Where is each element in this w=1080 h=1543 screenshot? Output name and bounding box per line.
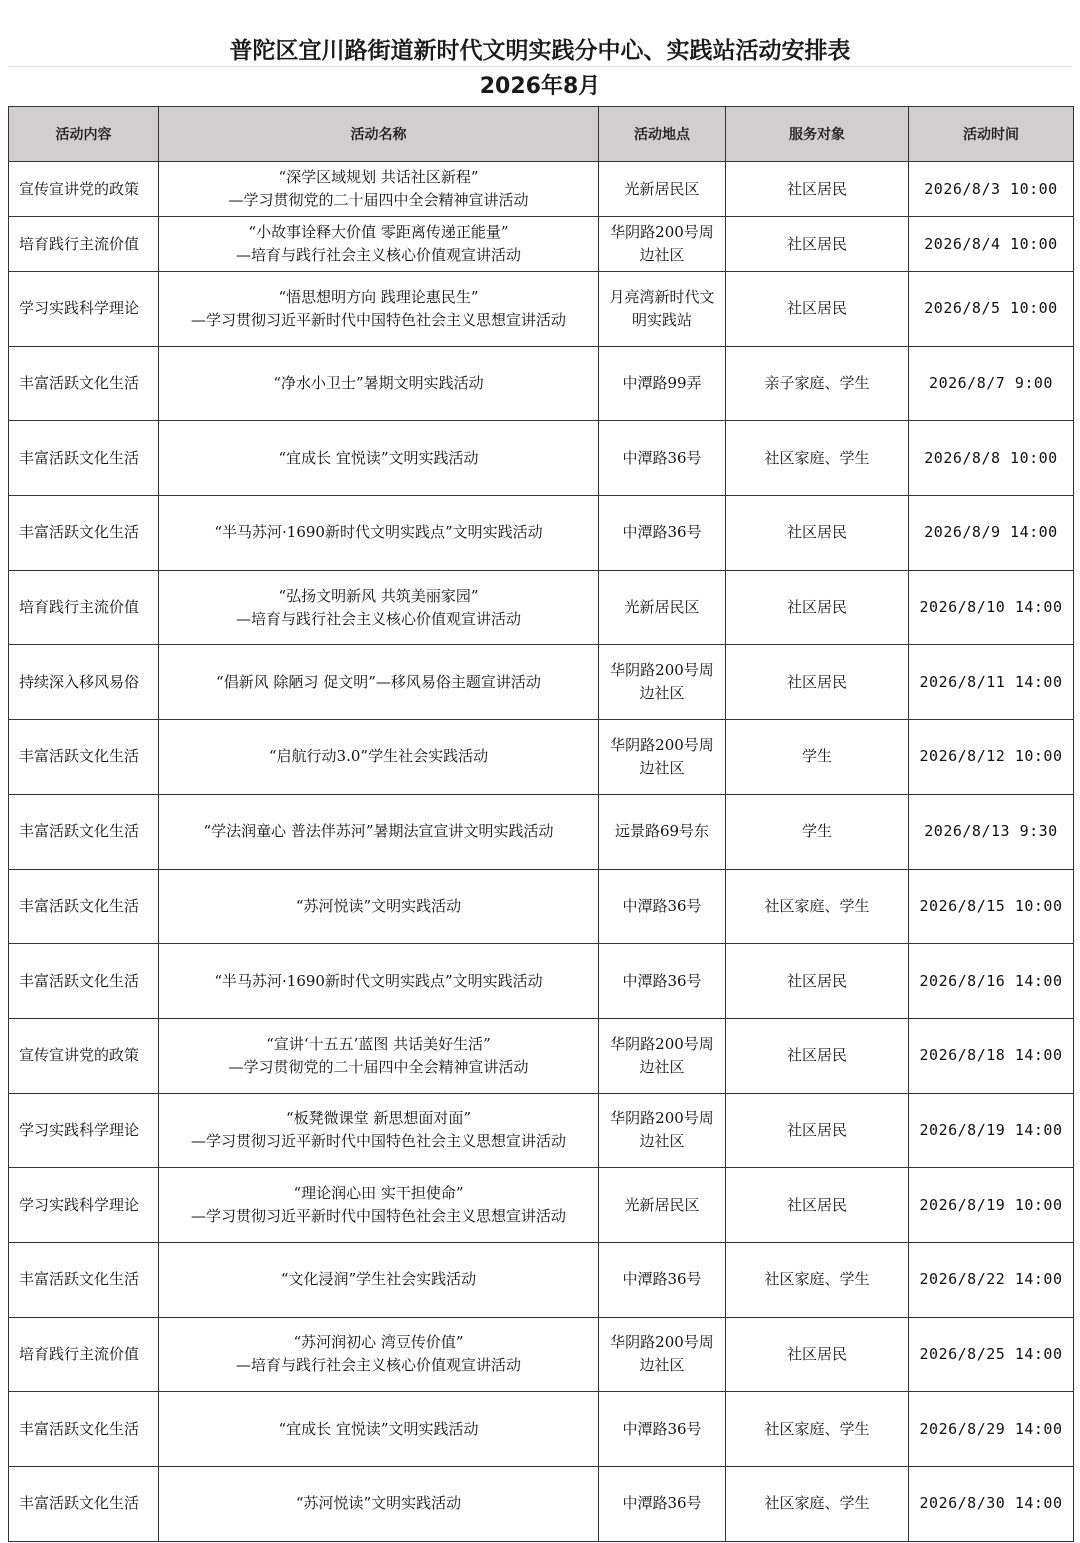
table-row [9, 1018, 1074, 1093]
activity-time-cell: 2026/8/7 9:00 [909, 346, 1074, 421]
activity-name-line: —培育与践行社会主义核心价值观宣讲活动 [235, 609, 521, 628]
activity-time-cell: 2026/8/3 10:00 [909, 162, 1074, 217]
activity-place-cell: 光新居民区 [599, 162, 726, 217]
document-header [8, 0, 1072, 106]
activity-content-cell: 学习实践科学理论 [9, 1168, 159, 1243]
table-row [9, 794, 1074, 869]
activity-name-line: “深学区域规划 共话社区新程” [278, 168, 479, 186]
table-row [9, 1168, 1074, 1243]
activity-time-cell: 2026/8/5 10:00 [909, 272, 1074, 347]
service-target-cell: 社区居民 [726, 1018, 909, 1093]
service-target-cell: 社区居民 [726, 1093, 909, 1168]
activity-place-cell: 华阴路200号周边社区 [599, 1093, 726, 1168]
activity-name-line: —学习贯彻习近平新时代中国特色社会主义思想宣讲活动 [190, 310, 566, 329]
activity-name-cell [159, 162, 599, 217]
activity-content-cell: 培育践行主流价值 [9, 217, 159, 272]
activity-time-cell: 2026/8/15 10:00 [909, 869, 1074, 944]
table-row [9, 645, 1074, 720]
column-header-content: 活动内容 [9, 107, 159, 162]
activity-name-line: —学习贯彻党的二十届四中全会精神宣讲活动 [228, 1057, 529, 1076]
activity-content-cell: 丰富活跃文化生活 [9, 1242, 159, 1317]
activity-place-cell: 中潭路36号 [599, 421, 726, 496]
table-row [9, 570, 1074, 645]
activity-place-cell: 中潭路36号 [599, 869, 726, 944]
service-target-cell: 社区家庭、学生 [726, 869, 909, 944]
table-row [9, 217, 1074, 272]
activity-time-cell: 2026/8/19 10:00 [909, 1168, 1074, 1243]
table-row [9, 162, 1074, 217]
service-target-cell: 社区家庭、学生 [726, 1467, 909, 1542]
activity-name-line: —学习贯彻习近平新时代中国特色社会主义思想宣讲活动 [190, 1132, 566, 1151]
table-row [9, 1317, 1074, 1392]
column-header-place: 活动地点 [599, 107, 726, 162]
service-target-cell: 社区居民 [726, 217, 909, 272]
activity-name-line: —培育与践行社会主义核心价值观宣讲活动 [235, 1356, 521, 1375]
column-header-time: 活动时间 [909, 107, 1074, 162]
activity-name-line: “半马苏河·1690新时代文明实践点”文明实践活动 [214, 971, 543, 990]
activity-name-line: “倡新风 除陋习 促文明”—移风易俗主题宣讲活动 [216, 672, 541, 691]
title-divider [8, 66, 1072, 67]
table-row [9, 421, 1074, 496]
activity-place-cell: 月亮湾新时代文明实践站 [599, 272, 726, 347]
activity-name-line: “苏河悦读”文明实践活动 [295, 896, 462, 915]
table-row [9, 496, 1074, 571]
table-row [9, 1392, 1074, 1467]
activity-name-cell [159, 570, 599, 645]
activity-content-cell: 丰富活跃文化生活 [9, 869, 159, 944]
activity-name-cell [159, 272, 599, 347]
activity-place-cell: 华阴路200号周边社区 [599, 1317, 726, 1392]
service-target-cell: 学生 [726, 720, 909, 795]
activity-time-cell: 2026/8/22 14:00 [909, 1242, 1074, 1317]
service-target-cell: 社区居民 [726, 496, 909, 571]
activity-place-cell: 中潭路36号 [599, 1242, 726, 1317]
activity-content-cell: 宣传宣讲党的政策 [9, 1018, 159, 1093]
service-target-cell: 社区居民 [726, 645, 909, 720]
service-target-cell: 社区居民 [726, 1317, 909, 1392]
service-target-cell: 社区家庭、学生 [726, 1242, 909, 1317]
activity-content-cell: 丰富活跃文化生活 [9, 346, 159, 421]
activity-name-cell [159, 645, 599, 720]
activity-name-line: “苏河悦读”文明实践活动 [295, 1494, 462, 1513]
activity-content-cell: 培育践行主流价值 [9, 1317, 159, 1392]
activity-name-line: “启航行动3.0”学生社会实践活动 [268, 747, 489, 766]
activity-name-cell [159, 1018, 599, 1093]
activity-place-cell: 光新居民区 [599, 570, 726, 645]
activity-time-cell: 2026/8/4 10:00 [909, 217, 1074, 272]
activity-content-cell: 丰富活跃文化生活 [9, 720, 159, 795]
activity-time-cell: 2026/8/11 14:00 [909, 645, 1074, 720]
activity-place-cell: 光新居民区 [599, 1168, 726, 1243]
activity-name-line: “板凳微课堂 新思想面对面” [285, 1109, 472, 1128]
activity-time-cell: 2026/8/18 14:00 [909, 1018, 1074, 1093]
activity-time-cell: 2026/8/29 14:00 [909, 1392, 1074, 1467]
activity-name-line: “悟思想明方向 践理论惠民生” [278, 287, 479, 306]
activity-time-cell: 2026/8/19 14:00 [909, 1093, 1074, 1168]
activity-time-cell: 2026/8/8 10:00 [909, 421, 1074, 496]
service-target-cell: 社区家庭、学生 [726, 421, 909, 496]
table-row [9, 1093, 1074, 1168]
activity-name-line: “半马苏河·1690新时代文明实践点”文明实践活动 [214, 523, 543, 542]
activity-name-line: “文化浸润”学生社会实践活动 [280, 1270, 477, 1289]
activity-name-cell [159, 944, 599, 1019]
table-header-row [9, 107, 1074, 162]
activity-name-line: “理论润心田 实干担使命” [293, 1184, 464, 1203]
activity-name-line: “苏河润初心 湾豆传价值” [293, 1333, 464, 1352]
activity-name-line: “弘扬文明新风 共筑美丽家园” [278, 586, 479, 605]
activity-time-cell: 2026/8/12 10:00 [909, 720, 1074, 795]
activity-name-cell [159, 720, 599, 795]
activity-name-line: “小故事诠释大价值 零距离传递正能量” [248, 223, 509, 241]
service-target-cell: 亲子家庭、学生 [726, 346, 909, 421]
table-row [9, 1467, 1074, 1542]
activity-place-cell: 华阴路200号周边社区 [599, 720, 726, 795]
table-row [9, 720, 1074, 795]
activity-schedule-table [8, 106, 1074, 1542]
activity-name-cell [159, 794, 599, 869]
activity-place-cell: 中潭路99弄 [599, 346, 726, 421]
activity-place-cell: 华阴路200号周边社区 [599, 645, 726, 720]
service-target-cell: 社区居民 [726, 1168, 909, 1243]
table-row [9, 944, 1074, 1019]
activity-name-line: —学习贯彻党的二十届四中全会精神宣讲活动 [228, 191, 529, 209]
activity-time-cell: 2026/8/25 14:00 [909, 1317, 1074, 1392]
activity-name-cell [159, 217, 599, 272]
activity-content-cell: 学习实践科学理论 [9, 272, 159, 347]
table-row [9, 869, 1074, 944]
activity-name-cell [159, 869, 599, 944]
activity-name-line: —学习贯彻习近平新时代中国特色社会主义思想宣讲活动 [190, 1207, 566, 1226]
activity-name-cell [159, 421, 599, 496]
activity-place-cell: 华阴路200号周边社区 [599, 1018, 726, 1093]
activity-place-cell: 中潭路36号 [599, 1467, 726, 1542]
activity-name-cell [159, 1317, 599, 1392]
activity-content-cell: 培育践行主流价值 [9, 570, 159, 645]
activity-time-cell: 2026/8/16 14:00 [909, 944, 1074, 1019]
activity-name-cell [159, 1168, 599, 1243]
service-target-cell: 社区居民 [726, 570, 909, 645]
column-header-target: 服务对象 [726, 107, 909, 162]
service-target-cell: 社区家庭、学生 [726, 1392, 909, 1467]
table-row [9, 1242, 1074, 1317]
activity-content-cell: 丰富活跃文化生活 [9, 496, 159, 571]
activity-name-line: “宜成长 宜悦读”文明实践活动 [278, 448, 479, 467]
activity-content-cell: 持续深入移风易俗 [9, 645, 159, 720]
service-target-cell: 社区居民 [726, 944, 909, 1019]
activity-name-cell [159, 1467, 599, 1542]
activity-content-cell: 丰富活跃文化生活 [9, 1392, 159, 1467]
activity-content-cell: 丰富活跃文化生活 [9, 1467, 159, 1542]
activity-place-cell: 中潭路36号 [599, 944, 726, 1019]
column-header-name: 活动名称 [159, 107, 599, 162]
activity-time-cell: 2026/8/30 14:00 [909, 1467, 1074, 1542]
document-subtitle: 2026年8月 [479, 74, 601, 99]
activity-time-cell: 2026/8/10 14:00 [909, 570, 1074, 645]
activity-time-cell: 2026/8/13 9:30 [909, 794, 1074, 869]
document-title: 普陀区宜川路街道新时代文明实践分中心、实践站活动安排表 [229, 38, 851, 64]
activity-name-line: “学法润童心 普法伴苏河”暑期法宣宣讲文明实践活动 [203, 822, 554, 841]
activity-place-cell: 远景路69号东 [599, 794, 726, 869]
activity-content-cell: 学习实践科学理论 [9, 1093, 159, 1168]
service-target-cell: 学生 [726, 794, 909, 869]
activity-name-cell [159, 346, 599, 421]
activity-name-line: “净水小卫士”暑期文明实践活动 [273, 374, 484, 393]
activity-content-cell: 丰富活跃文化生活 [9, 421, 159, 496]
table-row [9, 272, 1074, 347]
activity-name-line: “宜成长 宜悦读”文明实践活动 [278, 1419, 479, 1438]
activity-name-line: “宣讲‘十五五’蓝图 共话美好生活” [266, 1034, 491, 1053]
service-target-cell: 社区居民 [726, 272, 909, 347]
activity-content-cell: 丰富活跃文化生活 [9, 944, 159, 1019]
activity-time-cell: 2026/8/9 14:00 [909, 496, 1074, 571]
activity-name-line: —培育与践行社会主义核心价值观宣讲活动 [235, 246, 521, 264]
activity-name-cell [159, 1093, 599, 1168]
activity-place-cell: 中潭路36号 [599, 496, 726, 571]
activity-name-cell [159, 1392, 599, 1467]
activity-place-cell: 中潭路36号 [599, 1392, 726, 1467]
service-target-cell: 社区居民 [726, 162, 909, 217]
activity-place-cell: 华阴路200号周边社区 [599, 217, 726, 272]
activity-name-cell [159, 1242, 599, 1317]
table-row [9, 346, 1074, 421]
activity-name-cell [159, 496, 599, 571]
table-body [9, 162, 1074, 1542]
activity-content-cell: 丰富活跃文化生活 [9, 794, 159, 869]
activity-content-cell: 宣传宣讲党的政策 [9, 162, 159, 217]
